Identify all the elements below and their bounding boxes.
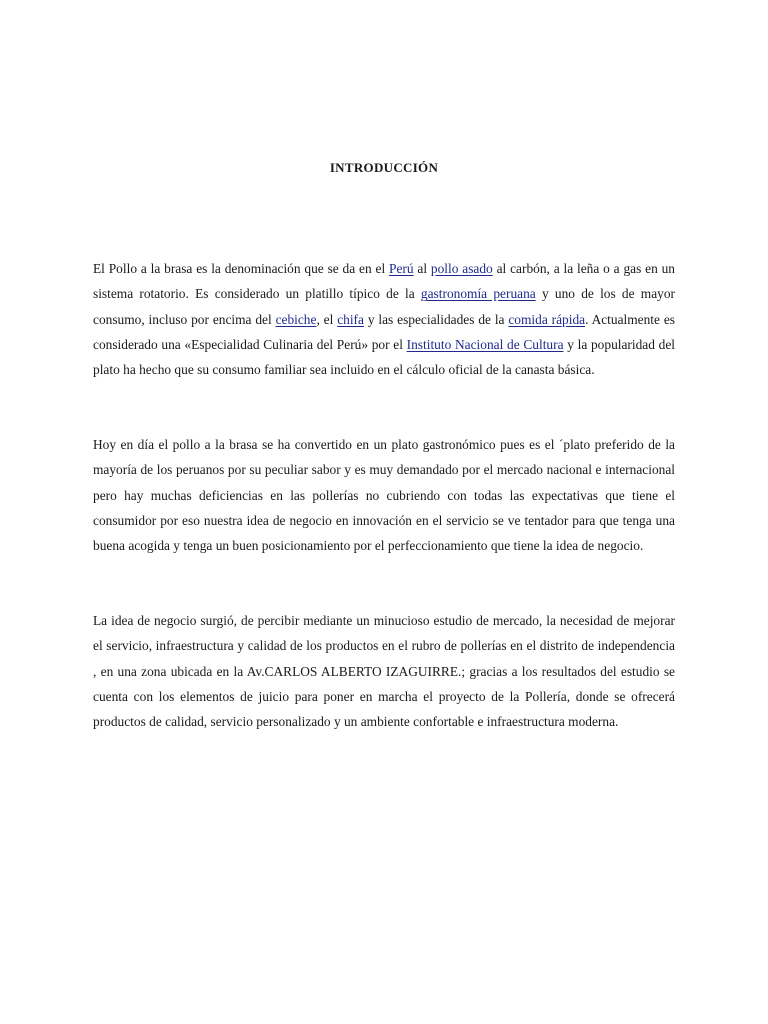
paragraph-text: El Pollo a la brasa es la denominación que se da en el [93,261,390,276]
paragraph-text: , el [316,311,338,327]
link-comida-rapida[interactable]: comida rápida [508,311,586,327]
link-pollo-asado[interactable]: pollo asado [430,261,493,276]
paragraph-2 [93,432,675,558]
paragraph-text: al carbón, a la leña o a gas en un sistema rotatorio. Es considerado un platillo típico de la [93,261,675,302]
link-peru[interactable]: Perú [389,261,414,276]
paragraph-3 [93,608,675,734]
link-instituto-nacional-de-cultura[interactable]: Instituto Nacional de Cultura [406,336,564,352]
paragraph-text: y la popularidad del plato ha hecho que su consumo familiar sea incluido en el cálculo oficial de la canasta básica. [93,336,675,378]
link-cebiche[interactable]: cebiche [275,311,317,327]
paragraph-text: y las especialidades de la [363,311,509,327]
paragraph-1 [93,256,675,382]
paragraph-text: . Actualmente es considerado una «Especialidad Culinaria del Perú» por el [93,311,675,352]
paragraph-text: al [413,261,431,276]
paragraph-text: Hoy en día el pollo a la brasa se ha convertido en un plato gastronómico pues es el ´plato preferido de la mayoría de los peruanos por su peculiar sabor y es muy demandado por el mercado nacional e internacional pero hay muchas deficiencias en las pollerías no cubriendo con todas las expectativas que tiene el consumidor por eso nuestra idea de negocio en innovación en el servicio se ve tentador para que tenga una buena acogida y tenga un buen posicionamiento por el perfeccionamiento que tiene la idea de negocio. [93,437,675,554]
link-chifa[interactable]: chifa [337,311,364,327]
paragraph-text: y uno de los de mayor consumo, incluso por encima del [93,286,676,327]
paragraph-text: La idea de negocio surgió, de percibir mediante un minucioso estudio de mercado, la necesidad de mejorar el servicio, infraestructura y calidad de los productos en el rubro de pollerías en el distrito de independencia , en una zona ubicada en la Av.CARLOS ALBERTO IZAGUIRRE.; gracias a los resultados del estudio se cuenta con los elementos de juicio para poner en marcha el proyecto de la Pollería, donde se ofrecerá productos de calidad, servicio personalizado y un ambiente confortable e infraestructura moderna. [93,613,675,730]
page-title: INTRODUCCIÓN [329,160,439,175]
link-gastronomia-peruana[interactable]: gastronomía peruana [420,286,536,302]
